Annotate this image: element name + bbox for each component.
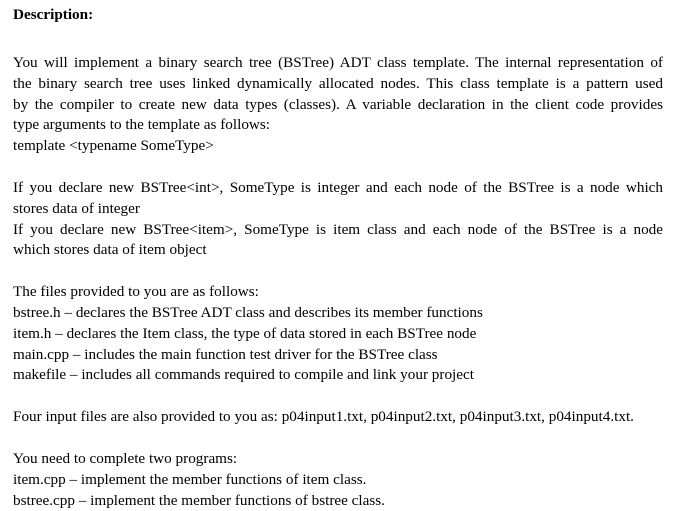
intro-line-2: the binary search tree uses linked dynamically allocated nodes. This class template is a pattern used xyxy=(13,74,663,92)
declare-line-3: If you declare new BSTree<item>, SomeType is item class and each node of the BSTree is a node xyxy=(13,220,663,238)
files-paragraph xyxy=(13,282,663,386)
file-main-cpp: main.cpp – includes the main function test driver for the BSTree class xyxy=(13,345,438,363)
declare-line-4: which stores data of item object xyxy=(13,241,207,259)
declare-line-1: If you declare new BSTree<int>, SomeType is integer and each node of the BSTree is a node which xyxy=(13,178,663,196)
intro-paragraph xyxy=(13,53,663,157)
spacer xyxy=(13,428,663,449)
spacer xyxy=(13,261,663,282)
spacer xyxy=(13,386,663,407)
file-bstree-h: bstree.h – declares the BSTree ADT class and describes its member functions xyxy=(13,303,483,321)
intro-line-3: by the compiler to create new data types (classes). A variable declaration in the client code provides xyxy=(13,95,663,113)
file-item-h: item.h – declares the Item class, the type of data stored in each BSTree node xyxy=(13,324,477,342)
template-declaration: template <typename SomeType> xyxy=(13,137,214,155)
document-body xyxy=(13,4,663,511)
section-heading: Description: xyxy=(13,6,94,23)
declare-paragraph xyxy=(13,178,663,261)
input-files-line: Four input files are also provided to you as: p04input1.txt, p04input2.txt, p04input3.txt, p04input4.txt. xyxy=(13,408,634,426)
programs-paragraph xyxy=(13,449,663,511)
spacer xyxy=(13,157,663,178)
spacer xyxy=(13,26,663,53)
programs-intro: You need to complete two programs: xyxy=(13,449,238,467)
intro-line-1: You will implement a binary search tree (BSTree) ADT class template. The internal representation of xyxy=(13,54,663,71)
program-item-cpp: item.cpp – implement the member functions of item class. xyxy=(13,470,367,488)
program-bstree-cpp: bstree.cpp – implement the member functions of bstree class. xyxy=(13,491,385,509)
files-intro: The files provided to you are as follows: xyxy=(13,283,259,301)
intro-line-4: type arguments to the template as follows: xyxy=(13,116,271,134)
inputs-paragraph xyxy=(13,407,663,428)
declare-line-2: stores data of integer xyxy=(13,199,140,217)
file-makefile: makefile – includes all commands required to compile and link your project xyxy=(13,366,474,384)
